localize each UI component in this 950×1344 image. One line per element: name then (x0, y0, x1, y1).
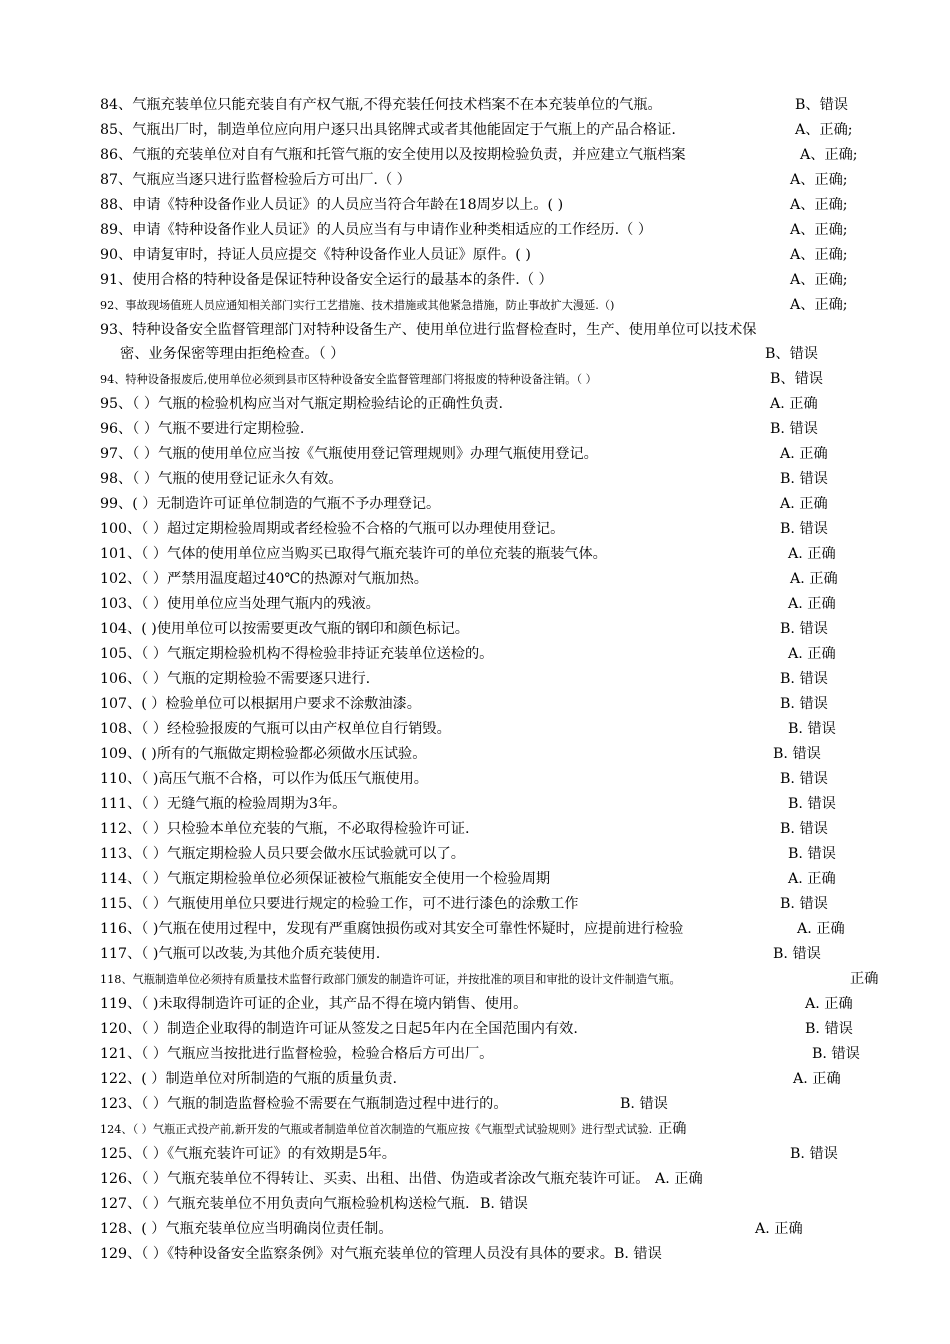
question-line (100, 193, 848, 218)
question-text: 103、（ ）使用单位应当处理气瓶内的残液。 (100, 596, 380, 612)
question-text: 90、申请复审时，持证人员应提交《特种设备作业人员证》原件。( ) (100, 247, 531, 263)
question-text: 98、（ ）气瓶的使用登记证永久有效。 (100, 471, 343, 487)
question-text: 89、申请《特种设备作业人员证》的人员应当有与申请作业种类相适应的工作经历.（ ） (100, 222, 653, 238)
question-line (100, 792, 836, 817)
question-line (100, 392, 818, 417)
question-text: 126、（ ）气瓶充装单位不得转让、买卖、出租、出借、伪造或者涂改气瓶充装许可证。 (100, 1171, 650, 1187)
answer-text: B、错误 (770, 371, 823, 387)
question-line (100, 542, 836, 567)
question-line (100, 942, 821, 967)
answer-text: B. 错误 (780, 821, 828, 837)
question-text: 109、( )所有的气瓶做定期检验都必须做水压试验。 (100, 746, 427, 762)
question-line (100, 842, 836, 867)
answer-text: B. 错误 (788, 721, 836, 737)
answer-text: B. 错误 (620, 1096, 668, 1112)
question-line (100, 742, 821, 767)
answer-text: A. 正确 (780, 446, 828, 462)
question-text: 84、气瓶充装单位只能充装自有产权气瓶,不得充装任何技术档案不在本充装单位的气瓶。 (100, 97, 662, 113)
answer-text: B. 错误 (773, 946, 821, 962)
question-line (100, 93, 848, 118)
question-line (100, 992, 853, 1017)
answer-text: B. 错误 (780, 521, 828, 537)
question-line (100, 1017, 853, 1042)
question-line (100, 1167, 703, 1192)
answer-text: B. 错误 (613, 1246, 662, 1262)
answer-text: 正确 (850, 971, 879, 987)
question-text: 94、特种设备报废后,使用单位必须到县市区特种设备安全监督管理部门将报废的特种设备注销。（ ） (100, 373, 597, 386)
answer-text: B. 错误 (780, 621, 828, 637)
question-line (100, 143, 858, 168)
question-line (100, 567, 838, 592)
answer-text: A. 正确 (788, 871, 836, 887)
question-text: 85、气瓶出厂时，制造单位应向用户逐只出具铭牌式或者其他能固定于气瓶上的产品合格证. (100, 122, 676, 138)
question-text: 110、（ )高压气瓶不合格，可以作为低压气瓶使用。 (100, 771, 428, 787)
question-line (100, 442, 828, 467)
answer-text: B. 错误 (805, 1021, 853, 1037)
question-text: 121、（ ）气瓶应当按批进行监督检验，检验合格后方可出厂。 (100, 1046, 494, 1062)
question-line (100, 867, 836, 892)
question-text: 112、（ ）只检验本单位充装的气瓶，不必取得检验许可证. (100, 821, 470, 837)
question-text: 118、气瓶制造单位必须持有质量技术监督行政部门颁发的制造许可证，并按批准的项目和审批的设计文件制造气瓶。 (100, 973, 681, 986)
question-line (100, 917, 845, 942)
question-text: 113、（ ）气瓶定期检验人员只要会做水压试验就可以了。 (100, 846, 465, 862)
question-text: 106、（ ）气瓶的定期检验不需要逐只进行. (100, 671, 371, 687)
answer-text: B. 错误 (780, 771, 828, 787)
question-text: 97、（ ）气瓶的使用单位应当按《气瓶使用登记管理规则》办理气瓶使用登记。 (100, 446, 598, 462)
question-line (100, 1142, 838, 1167)
question-text: 116、（ )气瓶在使用过程中，发现有严重腐蚀损伤或对其安全可靠性怀疑时，应提前进行检验 (100, 921, 684, 937)
question-line (100, 492, 828, 517)
answer-text: A. 正确 (788, 646, 836, 662)
question-text: 124、（ ）气瓶正式投产前,新开发的气瓶或者制造单位首次制造的气瓶应按《气瓶型式试验规则》进行型式试验. (100, 1123, 653, 1136)
answer-text: A. 正确 (790, 571, 838, 587)
question-text: 117、（ )气瓶可以改装,为其他介质充装使用. (100, 946, 381, 962)
answer-text: A. 正确 (655, 1171, 703, 1187)
question-text: 122、( ）制造单位对所制造的气瓶的质量负责. (100, 1071, 398, 1087)
question-line (100, 1117, 687, 1142)
question-text: 93、特种设备安全监督管理部门对特种设备生产、使用单位进行监督检查时，生产、使用单位可以技术保 (100, 322, 757, 338)
question-line (100, 1192, 528, 1217)
question-text: 111、（ ）无缝气瓶的检验周期为3年。 (100, 796, 347, 812)
answer-text: A. 正确 (805, 996, 853, 1012)
answer-text: B、错误 (765, 346, 818, 362)
answer-text: A、正确; (790, 172, 848, 188)
answer-text: B. 错误 (773, 746, 821, 762)
answer-text: B. 错误 (780, 696, 828, 712)
answer-text: B. 错误 (788, 796, 836, 812)
question-line (100, 367, 823, 392)
question-line (100, 1092, 668, 1117)
answer-text: A、正确; (790, 272, 848, 288)
question-line (100, 1217, 803, 1242)
question-text: 115、（ ）气瓶使用单位只要进行规定的检验工作，可不进行漆色的涂敷工作 (100, 896, 579, 912)
answer-text: A、正确; (790, 297, 848, 313)
question-text: 119、（ )未取得制造许可证的企业，其产品不得在境内销售、使用。 (100, 996, 528, 1012)
answer-text: B. 错误 (788, 846, 836, 862)
question-text: 105、（ ）气瓶定期检验机构不得检验非持证充装单位送检的。 (100, 646, 494, 662)
answer-text: A. 正确 (788, 596, 836, 612)
question-text: 91、使用合格的特种设备是保证特种设备安全运行的最基本的条件.（ ） (100, 272, 553, 288)
answer-text: B. 错误 (770, 421, 818, 437)
answer-text: B. 错误 (780, 671, 828, 687)
question-text: 107、( ）检验单位可以根据用户要求不涂敷油漆。 (100, 696, 421, 712)
question-text: 128、( ）气瓶充装单位应当明确岗位责任制。 (100, 1221, 393, 1237)
question-line (100, 1042, 860, 1067)
question-line (100, 517, 828, 542)
answer-text: A. 正确 (788, 546, 836, 562)
question-text: 104、( )使用单位可以按需要更改气瓶的钢印和颜色标记。 (100, 621, 469, 637)
question-line (100, 717, 836, 742)
question-text: 100、（ ）超过定期检验周期或者经检验不合格的气瓶可以办理使用登记。 (100, 521, 565, 537)
question-text: 87、气瓶应当逐只进行监督检验后方可出厂.（ ） (100, 172, 411, 188)
question-line (100, 218, 848, 243)
question-line (100, 293, 848, 318)
answer-text: A. 正确 (770, 396, 818, 412)
answer-text: B. 错误 (780, 896, 828, 912)
question-line (100, 767, 828, 792)
question-line (100, 318, 757, 343)
answer-text: B. 错误 (480, 1196, 528, 1212)
answer-text: A、正确; (795, 122, 853, 138)
answer-text: B. 错误 (790, 1146, 838, 1162)
question-line (100, 417, 818, 442)
question-text: 96、（ ）气瓶不要进行定期检验. (100, 421, 305, 437)
question-line (120, 342, 818, 367)
question-text: 92、事故现场值班人员应通知相关部门实行工艺措施、技术措施或其他紧急措施，防止事故扩大漫延.（) (100, 299, 615, 312)
answer-text: B. 错误 (812, 1046, 860, 1062)
question-line (100, 617, 828, 642)
question-text: 99、( ）无制造许可证单位制造的气瓶不予办理登记。 (100, 496, 441, 512)
question-text: 101、（ ）气体的使用单位应当购买已取得气瓶充装许可的单位充装的瓶装气体。 (100, 546, 607, 562)
answer-text: A、正确; (790, 197, 848, 213)
question-line (100, 268, 848, 293)
question-line (100, 168, 848, 193)
question-line (100, 243, 848, 268)
question-line (100, 692, 828, 717)
question-line (100, 592, 836, 617)
question-text: 129、（ ）《特种设备安全监察条例》对气瓶充装单位的管理人员没有具体的要求。 (100, 1246, 614, 1262)
question-text: 86、气瓶的充装单位对自有气瓶和托管气瓶的安全使用以及按期检验负责，并应建立气瓶档案 (100, 147, 686, 163)
answer-text: B. 错误 (780, 471, 828, 487)
question-line (100, 817, 828, 842)
question-text: 108、（ ）经检验报废的气瓶可以由产权单位自行销毁。 (100, 721, 451, 737)
answer-text: 正确 (658, 1121, 687, 1137)
question-line (100, 118, 853, 143)
answer-text: B、错误 (795, 97, 848, 113)
question-text: 123、（ ）气瓶的制造监督检验不需要在气瓶制造过程中进行的。 (100, 1096, 508, 1112)
question-line (100, 1067, 841, 1092)
question-text: 114、（ ）气瓶定期检验单位必须保证被检气瓶能安全使用一个检验周期 (100, 871, 551, 887)
answer-text: A. 正确 (755, 1221, 803, 1237)
answer-text: A. 正确 (797, 921, 845, 937)
question-text: 密、业务保密等理由拒绝检查。（ ） (120, 346, 345, 362)
answer-text: A、正确; (790, 247, 848, 263)
question-text: 120、（ ）制造企业取得的制造许可证从签发之日起5年内在全国范围内有效. (100, 1021, 578, 1037)
question-text: 88、申请《特种设备作业人员证》的人员应当符合年龄在18周岁以上。( ) (100, 197, 564, 213)
question-line (100, 467, 828, 492)
question-line (100, 667, 828, 692)
answer-text: A. 正确 (793, 1071, 841, 1087)
question-text: 95、（ ）气瓶的检验机构应当对气瓶定期检验结论的正确性负责. (100, 396, 504, 412)
answer-text: A、正确; (790, 222, 848, 238)
question-line (100, 642, 836, 667)
question-text: 102、（ ）严禁用温度超过40℃的热源对气瓶加热。 (100, 571, 428, 587)
answer-text: A、正确; (800, 147, 858, 163)
question-line (100, 892, 828, 917)
question-text: 125、（ ）《气瓶充装许可证》的有效期是5年。 (100, 1146, 396, 1162)
question-line (100, 1242, 662, 1267)
question-text: 127、（ ）气瓶充装单位不用负责向气瓶检验机构送检气瓶. (100, 1196, 470, 1212)
answer-text: A. 正确 (780, 496, 828, 512)
question-line (100, 967, 879, 992)
